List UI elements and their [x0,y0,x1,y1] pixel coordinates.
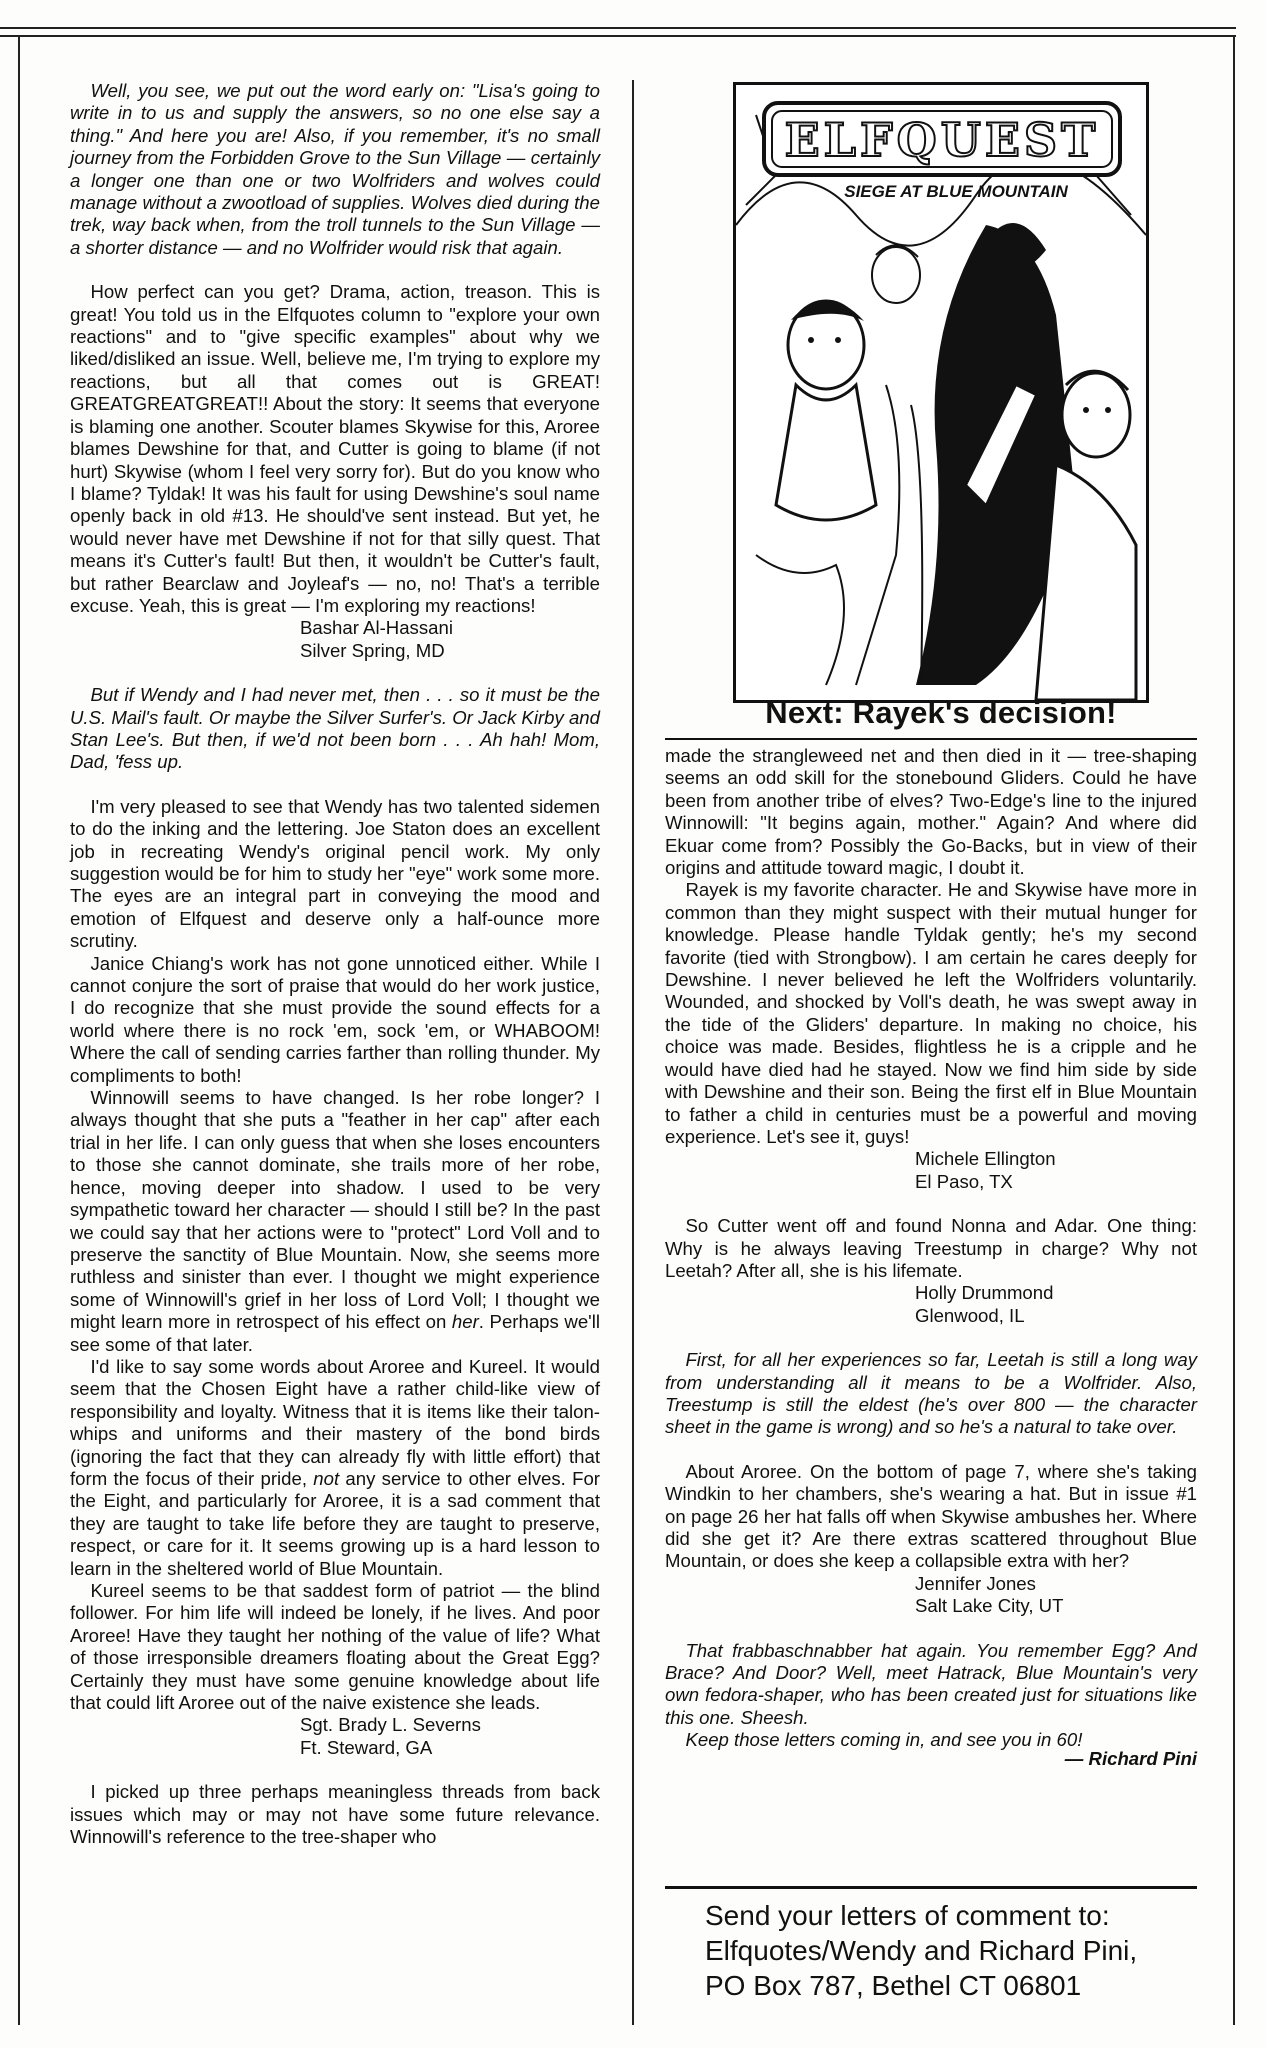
letter-3-start: I picked up three perhaps meaningless threads from back issues which may or may not have some future relevance. Winnowill's reference to the tree-shaper who [70,1781,600,1848]
editor-reply-2: But if Wendy and I had never met, then . . . so it must be the U.S. Mail's fault. Or maybe the Silver Surfer's. Or Jack Kirby and Stan Lee's. But then, if we'd not been born . . . Ah hah! Mom, Dad, 'fess up. [70,684,600,773]
top-rule-2 [0,35,1236,37]
right-border [1233,35,1235,2025]
editor-signoff: — Richard Pini [1064,1747,1197,1769]
signature-1 [70,617,600,662]
letter-5: About Aroree. On the bottom of page 7, where she's taking Windkin to her chambers, she's wearing a hat. But in issue #1 on page 26 her hat falls off when Skywise ambushes her. Where did she get it? Are there extras scattered throughout Blue Mountain, or does she keep a collapsible extra with her? [665,1460,1197,1572]
letter-1: How perfect can you get? Drama, action, treason. This is great! You told us in the Elfquotes column to "explore your own reactions" and to "give specific examples" about why we liked/disliked an issue. Well, believe me, I'm trying to explore my reactions, but all that comes out is GREAT! GREATGREATGREAT!! About the story: It seems that everyone is blaming one another. Scouter blames Skywise for this, Aroree blames Dewshine for that, and Cutter is going to blame (if not hurt) Skywise (whom I feel very sorry for). But do you know who I blame? Tyldak! It was his fault for using Dewshine's soul name openly back in old #13. He should've sent instead. But yet, he would never have met Dewshine if not for that silly quest. That means it's Cutter's fault! But then, it wouldn't be Cutter's fault, but rather Bearclaw and Joyleaf's — no, no! That's a terrible excuse. Yeah, this is great — I'm exploring my reactions! [70,281,600,616]
letter-2-para-5: Kureel seems to be that saddest form of patriot — the blind follower. For him life will indeed be lonely, if he lives. And poor Aroree! Have they taught her nothing of the value of life? What of those irresponsible dreamers floating about the Great Egg? Certainly they must have some genuine knowledge about life that could lift Aroree out of the naive existence she leads. [70,1580,600,1714]
cover-subtitle: SIEGE AT BLUE MOUNTAIN [844,182,1068,201]
signature-name: Bashar Al-Hassani [300,617,453,639]
cover-illustration [736,85,1146,700]
cover-logo: ELFQUEST [784,113,1100,167]
signature-place: Glenwood, IL [915,1304,1025,1326]
signature-place: Silver Spring, MD [300,639,445,661]
editor-reply-1: Well, you see, we put out the word early on: "Lisa's going to write in to us and supply the answers, so no one else say a thing." And here you are! Also, if you remember, it's no small journey from the Forbidden Grove to the Sun Village — certainly a longer one than one or two Wolfriders and wolves could manage without a zwootload of supplies. Wolves died during the trek, way back when, from the troll tunnels to the Sun Village — a shorter distance — and no Wolfrider would risk that again. [70,80,600,258]
letter-3-continued: made the strangleweed net and then died in it — tree-shaping seems an odd skill for the stonebound Gliders. Could he have been from another tribe of elves? Two-Edge's line to the injured Winnowill: "It begins again, mother." Again? And where did Ekuar come from? Possibly the Go-Backs, but in view of their origins and attitude toward magic, I doubt it. [665,745,1197,879]
letter-2-para-3: Winnowill seems to have changed. Is her robe longer? I always thought that she puts a "feather in her cap" after each trial in her life. I can only guess that when she loses encounters to those she cannot dominate, she trails more of her robe, hence, moving deeper into shadow. I used to be very sympathetic toward her character — should I still be? In the past we could say that her actions were to "protect" Lord Voll and to preserve the sanctity of Blue Mountain. Now, she seems more ruthless and sinister than ever. I thought we might experience some of Winnowill's grief in her loss of Lord Voll; I thought we might learn more in retrospect of his effect on her. Perhaps we'll see some of that later. [70,1087,600,1355]
editor-reply-5: That frabbaschnabber hat again. You remember Egg? And Brace? And Door? Well, meet Hatrack, Blue Mountain's very own fedora-shaper, who has been created just for situations like this one. Sheesh. [665,1639,1197,1728]
center-divider [632,80,634,2025]
letter-2-para-1: I'm very pleased to see that Wendy has two talented sidemen to do the inking and the lettering. Joe Staton does an excellent job in recreating Wendy's original pencil work. My only suggestion would be for him to study her "eye" work some more. The eyes are an integral part in conveying the mood and emotion of Elfquest and deserve only a half-ounce more scrutiny. [70,795,600,952]
left-border [18,35,20,2025]
left-column [70,80,600,1870]
next-issue-cover [733,82,1149,703]
top-rule-1 [0,27,1236,29]
letter-3-para-2: Rayek is my favorite character. He and Skywise have more in common than they might suspect with their mutual hunger for knowledge. Please handle Tyldak gently; he's my second favorite (tied with Strongbow). I am certain he cares deeply for Dewshine. I never believed he left the Wolfriders voluntarily. Wounded, and shocked by Voll's death, he was swept away in the tide of the Gliders' departure. In making no choice, his choice was made. Besides, flightless he is a cripple and he would have died had he stayed. Now we find him side by side with Dewshine and their son. Being the first elf in Blue Mountain to father a child in centuries must be a powerful and moving experience. Let's see it, guys! [665,879,1197,1147]
editor-closing: Keep those letters coming in, and see you in 60! [685,1729,1083,1751]
caption-rule [665,738,1197,740]
signature-place: Salt Lake City, UT [915,1595,1064,1617]
signature-5 [665,1573,1197,1618]
editor-reply-4: First, for all her experiences so far, Leetah is still a long way from understanding all it means to be a Wolfrider. Also, Treestump is still the eldest (he's over 800 — the character sheet in the game is wrong) and so he's a natural to take over. [665,1349,1197,1438]
signature-name: Jennifer Jones [915,1572,1036,1594]
address-line-3: PO Box 787, Bethel CT 06801 [705,1970,1082,2001]
signature-name: Sgt. Brady L. Severns [300,1714,481,1736]
signature-3 [665,1148,1197,1193]
address-line-2: Elfquotes/Wendy and Richard Pini, [705,1935,1138,1966]
letter-2-para-2: Janice Chiang's work has not gone unnoticed either. While I cannot conjure the sort of praise that would do her work justice, I do recognize that she must provide the sound effects for a world where there is no rock 'em, sock 'em, or WHABOOM! Where the call of sending carries farther than rolling thunder. My compliments to both! [70,952,600,1086]
right-column [665,745,1197,1770]
letter-4: So Cutter went off and found Nonna and Adar. One thing: Why is he always leaving Treestump in charge? Why not Leetah? After all, she is his lifemate. [665,1215,1197,1281]
address-line-1: Send your letters of comment to: [705,1900,1110,1931]
address-rule [665,1886,1197,1889]
signature-name: Michele Ellington [915,1148,1056,1170]
signature-4 [665,1282,1197,1327]
signature-2 [70,1714,600,1759]
mailing-address [705,1898,1205,2003]
signature-place: Ft. Steward, GA [300,1736,433,1758]
next-issue-caption: Next: Rayek's decision! [765,695,1117,730]
signature-name: Holly Drummond [915,1282,1054,1304]
signature-place: El Paso, TX [915,1170,1013,1192]
letter-2-para-4: I'd like to say some words about Aroree and Kureel. It would seem that the Chosen Eight have a rather child-like view of responsibility and loyalty. Witness that it is items like their talon-whips and uniforms and their mastery of the bond birds (ignoring the fact that they can already fly with little effort) that form the focus of their pride, not any service to other elves. For the Eight, and particularly for Aroree, it is a sad comment that they are taught to take life before they are taught to preserve, respect, or care for it. It seems growing up is a hard lesson to learn in the sheltered world of Blue Mountain. [70,1355,600,1579]
